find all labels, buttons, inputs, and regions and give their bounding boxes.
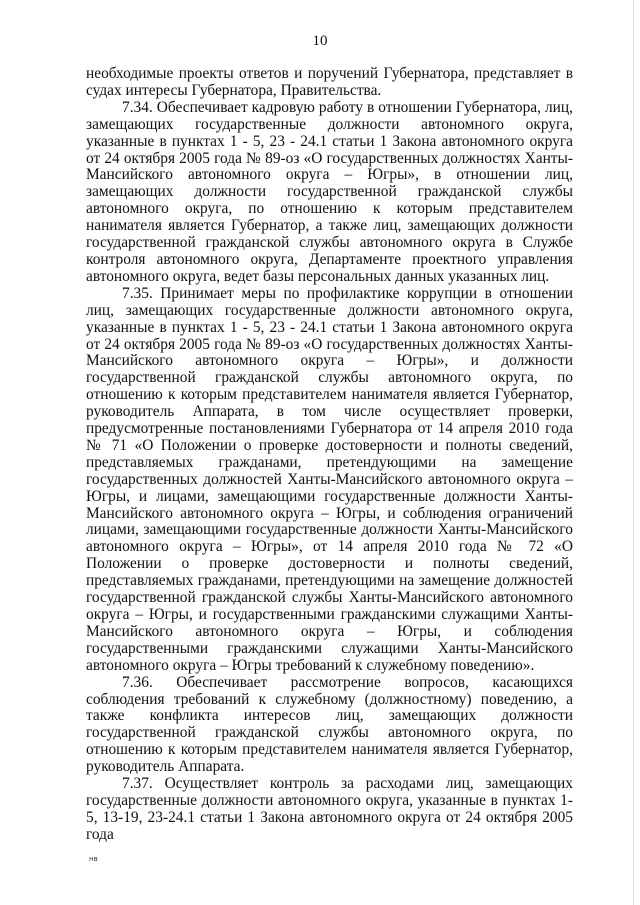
page-edge-line [633,0,634,905]
paragraph-7-36: 7.36. Обеспечивает рассмотрение вопросов, касающихся соблюдения требований к служебному (должностному) поведению, а также конфликта интересов лиц, замещающих должности государственной гражданской службы автономного округа, по отношению к которым представителем нанимателя является Губернатор, руководитель Аппарата. [86,673,573,776]
paragraph-7-35: 7.35. Принимает меры по профилактике коррупции в отношении лиц, замещающих государственные должности автономного округа, указанные в пунктах 1 - 5, 23 - 24.1 статьи 1 Закона автономного округа от 24 октября 2005 года № 89-оз «О государственных должностях Ханты-Мансийского автономного округа – Югры», и должности государственной гражданской службы автономного округа, по отношению к которым представителем нанимателя является Губернатор, руководитель Аппарата, в том числе осуществляет проверки, предусмотренные постановлениями Губернатора от 14 апреля 2010 года № 71 «О Положении о проверке достоверности и полноты сведений, представляемых гражданами, претендующими на замещение государственных должностей Ханты-Мансийского автономного округа – Югры, и лицами, замещающими государственные должности Ханты-Мансийского автономного округа – Югры, и соблюдения ограничений лицами, замещающими государственные должности Ханты-Мансийского автономного округа – Югры», от 14 апреля 2010 года № 72 «О Положении о проверке достоверности и полноты сведений, представляемых гражданами, претендующими на замещение должностей государственной гражданской службы Ханты-Мансийского автономного округа – Югры, и государственными гражданскими служащими Ханты-Мансийского автономного округа – Югры, и соблюдения государственными гражданскими служащими Ханты-Мансийского автономного округа – Югры требований к служебному поведению». [86,284,573,674]
paragraph-7-37: 7.37. Осуществляет контроль за расходами лиц, замещающих государственные должности автономного округа, указанные в пунктах 1-5, 13-19, 23-24.1 статьи 1 Закона автономного округа от 24 октября 2005 года [86,775,573,843]
footer-initials: нв [89,855,98,863]
page-number: 10 [312,33,328,49]
paragraph-continuation: необходимые проекты ответов и поручений Губернатора, представляет в судах интересы Губернатора, Правительства. [86,65,573,99]
paragraph-7-34: 7.34. Обеспечивает кадровую работу в отношении Губернатора, лиц, замещающих государственные должности автономного округа, указанные в пунктах 1 - 5, 23 - 24.1 статьи 1 Закона автономного округа от 24 октября 2005 года № 89-оз «О государственных должностях Ханты-Мансийского автономного округа – Югры», в отношении лиц, замещающих должности государственной гражданской службы автономного округа, по отношению к которым представителем нанимателя является Губернатор, а также лиц, замещающих должности государственной гражданской службы автономного округа в Службе контроля автономного округа, Департаменте проектного управления автономного округа, ведет базы персональных данных указанных лиц. [86,98,573,285]
document-body [86,66,573,844]
